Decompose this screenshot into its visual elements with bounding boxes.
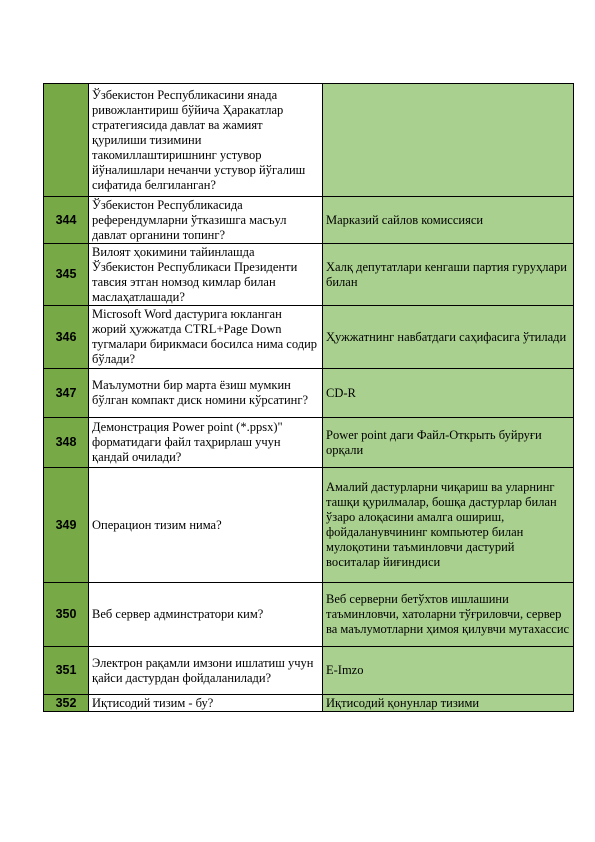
row-number: 346 [44,306,89,369]
table-row [44,244,574,306]
table-row [44,418,574,468]
table-row [44,583,574,647]
answer-cell: Иқтисодий қонунлар тизими [323,695,574,712]
answer-cell [323,84,574,197]
answer-cell: Марказий сайлов комиссияси [323,197,574,244]
question-cell: Электрон рақамли имзони ишлатиш учун қайси дастурдан фойдаланилади? [89,647,323,695]
row-number: 348 [44,418,89,468]
row-number: 352 [44,695,89,712]
answer-cell: Power point даги Файл-Открыть буйруғи орқали [323,418,574,468]
row-number [44,84,89,197]
table-row [44,306,574,369]
answer-cell: Веб серверни бетўхтов ишлашини таъминловчи, хатоларни тўғриловчи, сервер ва маълумотларни ҳимоя қилувчи мутахассис [323,583,574,647]
row-number: 349 [44,468,89,583]
question-cell: Веб сервер админстратори ким? [89,583,323,647]
question-cell: Microsoft Word дастурига юкланган жорий ҳужжатда CTRL+Page Down тугмалари бирикмаси босилса нима содир бўлади? [89,306,323,369]
answer-cell: CD-R [323,369,574,418]
row-number: 347 [44,369,89,418]
answer-cell: Амалий дастурларни чиқариш ва уларнинг ташқи қурилмалар, бошқа дастурлар билан ўзаро алоқасини амалга ошириш, фойдаланувчининг компьютер билан мулоқотини таъминловчи дастурий воситалар йиғиндиси [323,468,574,583]
question-cell: Вилоят ҳокимини тайинлашда Ўзбекистон Республикаси Президенти тавсия этган номзод кимлар билан маслаҳатлашади? [89,244,323,306]
question-cell: Демонстрация Power point (*.ppsx)" форматидаги файл таҳрирлаш учун қандай очилади? [89,418,323,468]
row-number: 344 [44,197,89,244]
table-row [44,468,574,583]
answer-cell: Ҳужжатнинг навбатдаги саҳифасига ўтилади [323,306,574,369]
question-cell: Ўзбекистон Республикасида референдумларни ўтказишга масъул давлат органини топинг? [89,197,323,244]
question-cell: Операцион тизим нима? [89,468,323,583]
question-cell: Иқтисодий тизим - бу? [89,695,323,712]
questions-table [43,83,574,712]
table-row [44,695,574,712]
table-row [44,369,574,418]
table-row [44,197,574,244]
table-row [44,647,574,695]
answer-cell: E-Imzo [323,647,574,695]
row-number: 345 [44,244,89,306]
row-number: 351 [44,647,89,695]
question-cell: Ўзбекистон Республикасини янада ривожлантириш бўйича Ҳаракатлар стратегиясида давлат ва жамият қурилиши тизимини такомиллаштиришнинг устувор йўналишлари нечанчи устувор йўгалиш сифатида белгиланган? [89,84,323,197]
question-cell: Маълумотни бир марта ёзиш мумкин бўлган компакт диск номини кўрсатинг? [89,369,323,418]
table-row [44,84,574,197]
answer-cell: Халқ депутатлари кенгаши партия гуруҳлари билан [323,244,574,306]
row-number: 350 [44,583,89,647]
